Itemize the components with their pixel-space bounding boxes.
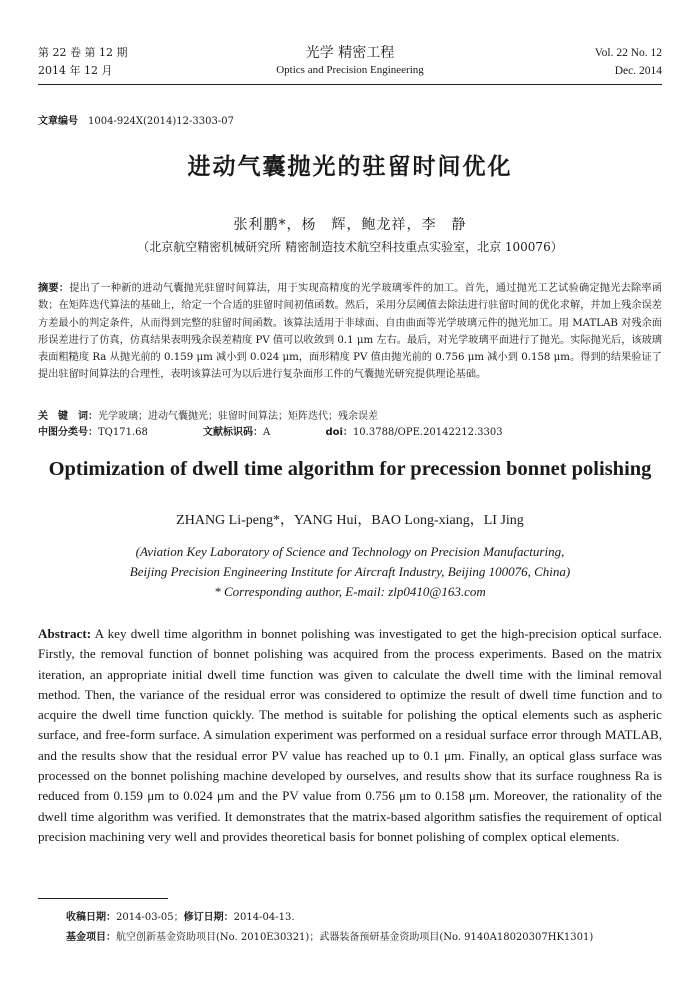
affiliation-cn: （北京航空精密机械研究所 精密制造技术航空科技重点实验室，北京 100076）: [137, 240, 563, 254]
keywords-cn-label: 关 键 词：: [38, 411, 98, 422]
affiliation-en: [0, 542, 700, 602]
received-label: 收稿日期：: [66, 912, 116, 923]
date-en: Dec. 2014: [614, 65, 662, 77]
revised-value: 2014-04-13.: [233, 912, 295, 923]
dates-footnote: [66, 910, 662, 926]
article-number: [38, 112, 234, 127]
header-right: [595, 44, 662, 80]
abstract-en-text: A key dwell time algorithm in bonnet polishing was investigated to get the high-precision optical surface. Firstly, the removal function of bonnet polishing was acquired from the process experiments. Based on the matrix iteration, an appropriate initial dwell time function was given to calculate the dwell time with the liminal removal method. Then, the variance of the residual error was considered to optimize the result of dwell time function and to acquire the dwell time function quickly. The method is suitable for polishing the optical elements such as aspheric surface, and free-form surface. A simulation experiment was performed on a residual surface error through MATLAB, and the results show that the residual error PV value has reached up to 0.1 μm. Finally, an optical glass surface was processed on the bonnet polishing machine developed by ourselves, and results show that its surface roughness Ra is reduced from 0.159 μm to 0.024 μm and the PV value from 0.756 μm to 0.158 μm. Moreover, the rationality of the dwell time algorithm was verified. It demonstrates that the matrix-based algorithm satisfies the requirement of optical precision machining very well and provides theoretical basis for bonnet polishing of complex optical elements.: [38, 626, 662, 844]
classification-line: [38, 424, 662, 441]
journal-cn: 光学 精密工程: [305, 45, 395, 61]
abstract-en: [38, 624, 662, 847]
journal-en: Optics and Precision Engineering: [276, 64, 424, 76]
keywords-cn-text: 光学玻璃；进动气囊抛光；驻留时间算法；矩阵迭代；残余误差: [98, 411, 378, 422]
doc-code: [203, 427, 296, 438]
doi-label: doi：: [325, 427, 353, 438]
doi: [325, 427, 528, 438]
header-rule: [38, 84, 662, 85]
issue-cn: 第 22 卷 第 12 期: [38, 46, 128, 59]
affiliation-en-line2: Beijing Precision Engineering Institute for Aircraft Industry, Beijing 100076, China): [129, 564, 571, 579]
clc-code: [38, 427, 174, 438]
fund-footnote: [66, 930, 662, 946]
doc-label: 文献标识码：: [203, 427, 264, 438]
header-center: [38, 44, 662, 79]
revised-label: 修订日期：: [183, 912, 234, 923]
doi-value[interactable]: 10.3788/OPE.20142212.3303: [352, 427, 503, 438]
doc-value: A: [263, 427, 271, 438]
title-en: Optimization of dwell time algorithm for precession bonnet polishing: [48, 458, 652, 480]
fund-label: 基金项目：: [66, 932, 116, 943]
abstract-cn-text: 提出了一种新的进动气囊抛光驻留时间算法，用于实现高精度的光学玻璃零件的加工。首先，通过抛光工艺试验确定抛光去除率函数；在矩阵迭代算法的基础上，给定一个合适的驻留时间初值函数。然后，采用分层阈值去除法进行驻留时间的优化求解，并加上残余误差方差最小的判定条件，从而得到完整的驻留时间函数。该算法适用于非球面、自由曲面等光学玻璃元件的抛光加工。用 MATLAB 对残余面形误差进行了仿真，仿真结果表明残余误差精度 PV 值可以收敛到 0.1 μm 左右。最后，对光学玻璃平面进行了抛光。实际抛光后，该玻璃表面粗糙度 Ra 从抛光前的 0.159 μm 减小到 0.024 μm，面形精度 PV 值由抛光前的 0.756 μm 减小到 0.158 μm。得到的结果验证了提出驻留时间算法的合理性，表明该算法可为以后进行复杂面形工件的气囊抛光研究提供理论基础。: [38, 283, 663, 381]
clc-value: TQ171.68: [98, 427, 148, 438]
authors-cn: 张利鹏*，杨 辉，鲍龙祥，李 静: [233, 217, 467, 233]
article-number-label: 文章编号: [38, 116, 78, 127]
article-number-value: 1004-924X(2014)12-3303-07: [88, 116, 234, 127]
footnote-rule: [38, 898, 168, 899]
authors-en: ZHANG Li-peng*，YANG Hui，BAO Long-xiang，LI Jing: [176, 513, 524, 528]
abstract-en-label: Abstract:: [38, 626, 92, 641]
abstract-cn-label: 摘要：: [38, 283, 70, 294]
fund-value: 航空创新基金资助项目(No. 2010E30321)；武器装备预研基金资助项目(No. 9140A18020307HK1301): [116, 932, 594, 943]
clc-label: 中图分类号：: [38, 427, 98, 438]
abstract-cn: [38, 280, 662, 384]
keywords-cn: [38, 408, 662, 425]
affiliation-en-line1: (Aviation Key Laboratory of Science and Technology on Precision Manufacturing,: [135, 544, 565, 559]
corresponding-author: * Corresponding author, E-mail: zlp0410@163.com: [214, 584, 486, 599]
received-value: 2014-03-05；: [116, 912, 184, 923]
date-cn: 2014 年 12 月: [38, 64, 113, 77]
title-cn: 进动气囊抛光的驻留时间优化: [187, 154, 513, 180]
volume-en: Vol. 22 No. 12: [594, 47, 662, 59]
running-header: [38, 44, 662, 82]
